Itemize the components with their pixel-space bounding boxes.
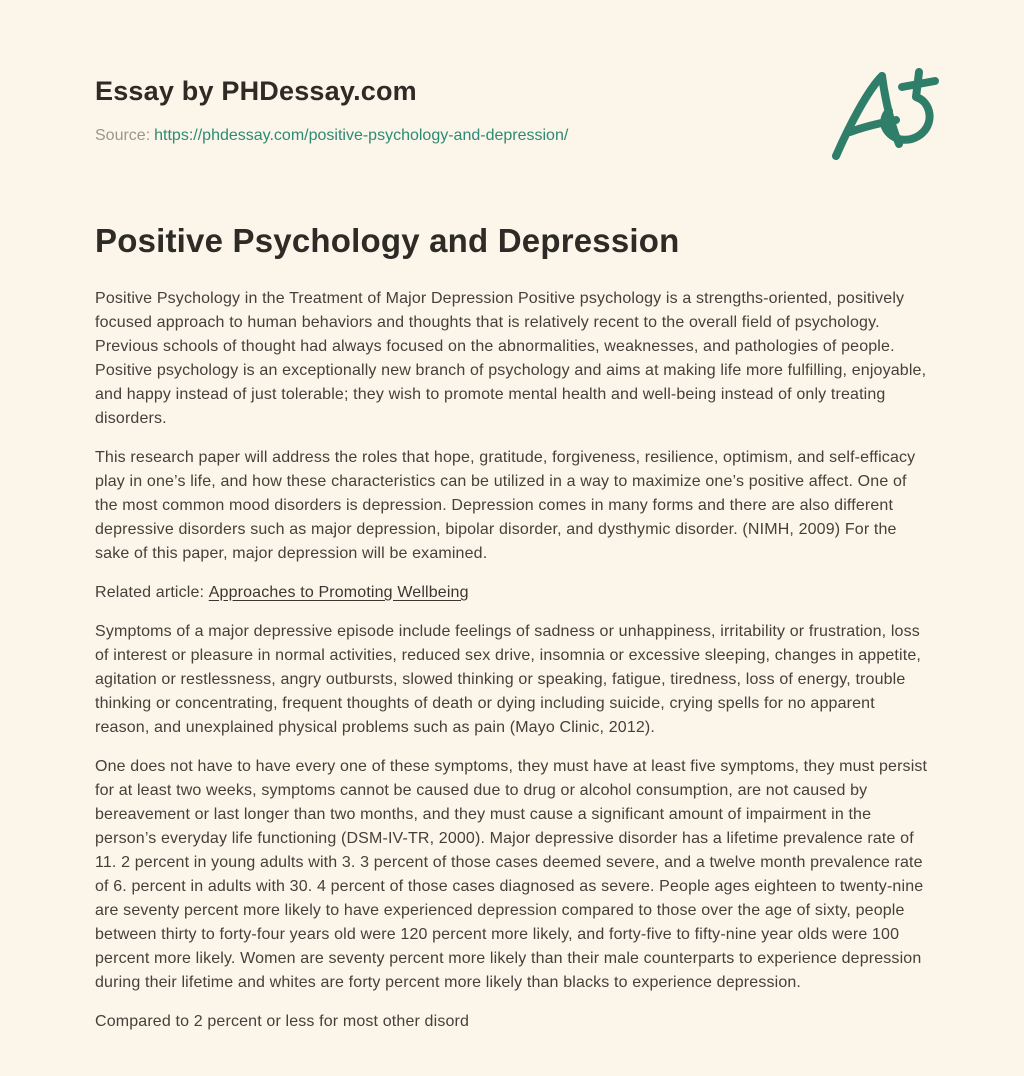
related-article-label: Related article:: [95, 583, 205, 601]
related-article-line: [95, 581, 933, 605]
paragraph-intro: Positive Psychology in the Treatment of Major Depression Positive psychology is a strengths-oriented, positively focused approach to human behaviors and thoughts that is relatively recent to the overall field of psychology. Previous schools of thought had always focused on the abnormalities, weaknesses, and pathologies of people. Positive psychology is an exceptionally new branch of psychology and aims at making life more fulfilling, enjoyable, and happy instead of just tolerable; they wish to promote mental health and well-being instead of only treating disorders.: [95, 289, 927, 427]
source-line: [95, 125, 933, 147]
paragraph-symptoms: Symptoms of a major depressive episode include feelings of sadness or unhappiness, irritability or frustration, loss of interest or pleasure in normal activities, reduced sex drive, insomnia or excessive sleeping, changes in appetite, agitation or restlessness, angry outbursts, slowed thinking or speaking, fatigue, tiredness, loss of energy, trouble thinking or concentrating, frequent thoughts of death or dying including suicide, crying spells for no apparent reason, and unexplained physical problems such as pain (Mayo Clinic, 2012).: [95, 622, 921, 736]
paragraph-truncated: Compared to 2 percent or less for most other disord: [95, 1012, 470, 1030]
article-title: Positive Psychology and Depression: [95, 222, 680, 260]
phdessay-logo: [828, 66, 948, 162]
paragraph-overview: This research paper will address the roles that hope, gratitude, forgiveness, resilience, optimism, and self-efficacy play in one’s life, and how these characteristics can be utilized in a way to maximize one’s positive affect. One of the most common mood disorders is depression. Depression comes in many forms and there are also different depressive disorders such as major depression, bipolar disorder, and dysthymic disorder. (NIMH, 2009) For the sake of this paper, major depression will be examined.: [95, 448, 916, 562]
paragraph-prevalence: One does not have to have every one of these symptoms, they must have at least five symptoms, they must persist for at least two weeks, symptoms cannot be caused due to drug or alcohol consumption, are not caused by bereavement or last longer than two months, and they must cause a significant amount of impairment in the person’s everyday life functioning (DSM-IV-TR, 2000). Major depressive disorder has a lifetime prevalence rate of 11. 2 percent in young adults with 3. 3 percent of those cases deemed severe, and a twelve month prevalence rate of 6. percent in adults with 30. 4 percent of those cases diagnosed as severe. People ages eighteen to twenty-nine are seventy percent more likely to have experienced depression compared to those over the age of sixty, people between thirty to forty-four years old were 120 percent more likely, and forty-five to fifty-nine year olds were 100 percent more likely. Women are seventy percent more likely than their male counterparts to experience depression during their lifetime and whites are forty percent more likely than blacks to experience depression.: [95, 757, 928, 991]
a-plus-logo-icon: [828, 66, 948, 162]
page-title: Essay by PHDessay.com: [95, 76, 417, 106]
source-url-link[interactable]: https://phdessay.com/positive-psychology-and-depression/: [154, 127, 569, 145]
article-body: [95, 287, 933, 1034]
related-article-link[interactable]: Approaches to Promoting Wellbeing: [208, 583, 469, 601]
source-label: Source:: [95, 127, 151, 145]
